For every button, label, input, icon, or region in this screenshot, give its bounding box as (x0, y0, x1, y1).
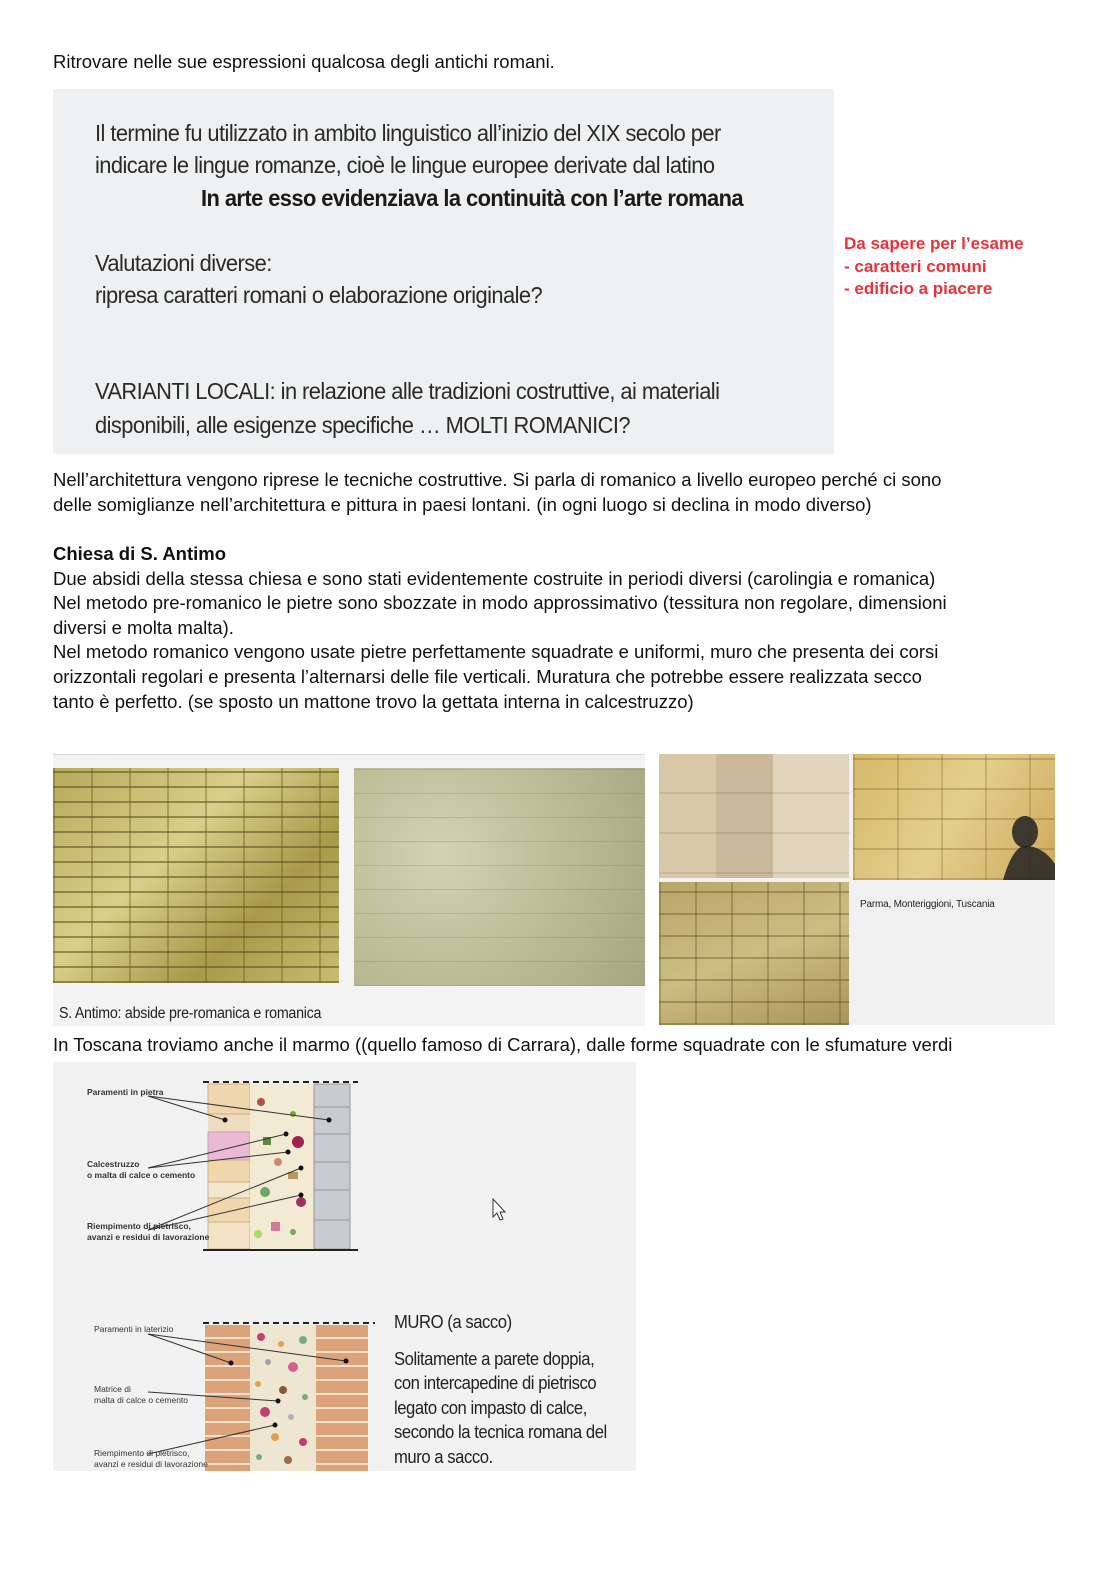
wall-description-line: legato con impasto di calce, (394, 1396, 587, 1418)
slide-line-1: Il termine fu utilizzato in ambito linguistico all’inizio del XIX secolo per (95, 120, 721, 146)
label-rubble-line: avanzi e residui di lavorazione (87, 1232, 210, 1242)
wall-description-line: muro a sacco. (394, 1445, 493, 1467)
marble-line: In Toscana troviamo anche il marmo ((quello famoso di Carrara), dalle forme squadrate con le sfumature verdi (53, 1034, 953, 1055)
wall-title: MURO (a sacco) (394, 1311, 512, 1332)
slide-image (53, 89, 834, 454)
section-line: Due absidi della stessa chiesa e sono stati evidentemente costruite in periodi diversi (carolingia e romanica) (53, 567, 936, 589)
label-mortar-matrix (94, 1384, 188, 1406)
label-stone-facing: Paramenti in pietra (87, 1087, 164, 1097)
label-matrix-line: malta di calce o cemento (94, 1395, 189, 1405)
paragraph-line: delle somiglianze nell’architettura e pittura in paesi lontani. (in ogni luogo si declina in modo diverso) (53, 493, 872, 515)
section-line: orizzontali regolari e presenta l’alternarsi delle file verticali. Muratura che potrebbe essere realizzata secco (53, 665, 922, 687)
slide-line-4: Valutazioni diverse: (95, 250, 272, 276)
photo-panel-santantimo (53, 754, 645, 1026)
slide-line-3: In arte esso evidenziava la continuità con l’arte romana (201, 185, 744, 211)
mouse-cursor-icon (493, 1199, 505, 1220)
wall-diagram (53, 1062, 636, 1471)
slide-line-6: VARIANTI LOCALI: in relazione alle tradizioni costruttive, ai materiali (95, 378, 720, 404)
label-rubble-fill-bottom (94, 1448, 208, 1470)
photo-caption-left: S. Antimo: abside pre-romanica e romanica (59, 1005, 322, 1022)
shadow-figure-icon (853, 754, 1055, 880)
photo-panel-examples (659, 754, 1055, 1025)
section-line: diversi e molta malta). (53, 616, 234, 638)
section-santantimo (53, 542, 1063, 714)
slide-line-5: ripresa caratteri romani o elaborazione originale? (95, 282, 543, 308)
intro-line: Ritrovare nelle sue espressioni qualcosa degli antichi romani. (53, 51, 555, 72)
label-concrete-line: Calcestruzzo (87, 1159, 140, 1169)
wall-description (394, 1347, 607, 1469)
wall-description-line: secondo la tecnica romana del (394, 1421, 607, 1443)
wall-description-line: Solitamente a parete doppia, (394, 1348, 595, 1369)
label-rubble-fill-top (87, 1221, 209, 1243)
label-rubble-line: Riempimento di pietrisco, (87, 1221, 191, 1231)
exam-note-line-3: - edificio a piacere (844, 279, 993, 298)
exam-note-line-1: Da sapere per l’esame (844, 234, 1024, 253)
label-brick-facing: Paramenti in laterizio (94, 1324, 174, 1334)
exam-note-line-2: - caratteri comuni (844, 256, 987, 276)
section-line: tanto è perfetto. (se sposto un mattone trovo la gettata interna in calcestruzzo) (53, 690, 694, 712)
photo-romanesque-wall (354, 768, 645, 986)
label-concrete-line: o malta di calce o cemento (87, 1170, 196, 1180)
slide-line-2: indicare le lingue romanze, cioè le lingue europee derivate dal latino (95, 152, 715, 178)
label-matrix-line: Matrice di (94, 1384, 131, 1394)
label-rubble-line: avanzi e residui di lavorazione (94, 1459, 208, 1469)
section-line: Nel metodo pre-romanico le pietre sono sbozzate in modo approssimativo (tessitura non regolare, dimensioni (53, 592, 947, 614)
slide-line-7: disponibili, alle esigenze specifiche … MOLTI ROMANICI? (95, 412, 630, 438)
photo-caption-right: Parma, Monteriggioni, Tuscania (860, 899, 995, 910)
section-heading: Chiesa di S. Antimo (53, 543, 227, 564)
photo-parma-wall (659, 754, 849, 878)
paragraph-architecture (53, 468, 1053, 517)
label-rubble-line: Riempimento di pietrisco, (94, 1448, 190, 1458)
photo-tuscania-wall (659, 882, 849, 1025)
wall-description-line: con intercapedine di pietrisco (394, 1372, 597, 1394)
paragraph-line: Nell’architettura vengono riprese le tecniche costruttive. Si parla di romanico a livello europeo perché ci sono (53, 469, 942, 490)
exam-note (844, 233, 1024, 301)
section-line: Nel metodo romanico vengono usate pietre perfettamente squadrate e uniformi, muro che presenta dei corsi (53, 641, 939, 663)
label-concrete (87, 1159, 195, 1181)
photo-monteriggioni-wall (853, 754, 1055, 880)
photo-preromanesque-wall (53, 768, 339, 983)
